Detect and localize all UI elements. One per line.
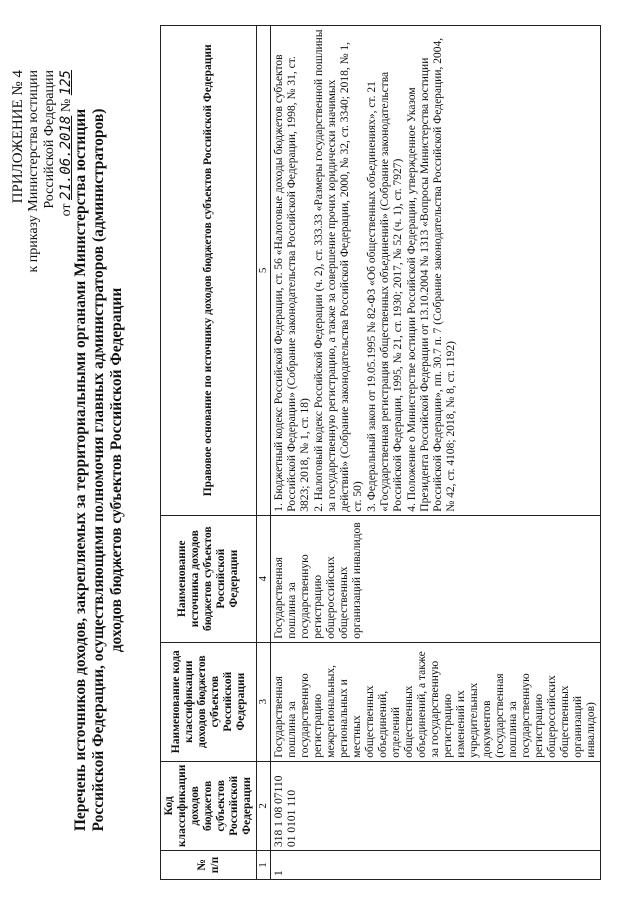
header-code: Код классификации доходов бюджетов субъектов Российской Федерации [161, 761, 257, 850]
column-number: 3 [257, 642, 271, 761]
column-number: 2 [257, 761, 271, 850]
table-header-row [161, 26, 257, 880]
order-number: 125 [58, 70, 74, 96]
row-legal-basis [271, 26, 601, 516]
legal-item: 1. Бюджетный кодекс Российской Федерации, ст. 56 «Налоговые доходы бюджетов субъектов Российской Федерации» (Собрание законодательства Российской Федерации, 1998, № 31, ст. 3823; 2018, № 1, ст. 18) [273, 54, 311, 512]
appendix-title: ПРИЛОЖЕНИЕ № 4 [10, 70, 26, 204]
header-num: № п/п [161, 851, 257, 880]
order-date: 21.06.2018 [58, 115, 74, 200]
appendix-block [10, 70, 75, 330]
row-code-name: Государственная пошлина за государственную регистрацию межрегиональных, региональных и местных общественных объединений, отделений общественных объединений, а также за государственную регистрацию изменений их учредительных документов (государственная пошлина за государственную регистрацию общероссийских общественных организаций инвалидов) [271, 642, 601, 761]
column-number: 5 [257, 26, 271, 516]
legal-item: 4. Положение о Министерстве юстиции Российской Федерации, утвержденное Указом Президента Российской Федерации от 13.10.2004 № 1313 «Вопросы Министерства юстиции Российской Федерации», пп. 30.7 п. 7 (Собрание законодательства Российской Федерации, 2004, № 42, ст. 4108; 2018, № 8, ст. 1192) [406, 37, 457, 512]
sources-table [160, 25, 601, 880]
document-title: Перечень источников доходов, закрепляемых за территориальными органами Министерства юстиции Российской Федерации, осуществляющими полномочия главных администраторов (администраторов) доходов бюджетов субъектов Российской Федерации [72, 108, 125, 832]
column-number: 4 [257, 515, 271, 642]
legal-item: 2. Налоговый кодекс Российской Федерации (ч. 2), ст. 333.33 «Размеры государственной пошлины за государственную регистрацию, а также за совершение прочих юридически значимых действий» (Собрание законодательства Российской Федерации, 2000, № 32, ст. 3340; 2018, № 1, ст. 50) [313, 29, 364, 512]
number-label: № [59, 98, 74, 113]
column-number: 1 [257, 851, 271, 880]
row-source-name: Государственная пошлина за государственную регистрацию общероссийских общественных организаций инвалидов [271, 515, 601, 642]
row-code: 318 1 08 07110 01 0101 110 [271, 761, 601, 850]
column-number-row [257, 26, 271, 880]
appendix-line-1: к приказу Министерства юстиции [26, 70, 41, 273]
legal-item: 3. Федеральный закон от 19.05.1995 № 82-ФЗ «Об общественных объединениях», ст. 21 «Государственная регистрация общественных объединений» (Собрание законодательства Российской Федерации, 1995, № 21, ст. 1930; 2017, № 52 (ч. 1), ст. 7927) [366, 71, 404, 512]
appendix-line-2: Российской Федерации [42, 70, 57, 209]
from-label: от [59, 203, 74, 217]
row-num: 1 [271, 851, 601, 880]
header-source-name: Наименование источника доходов бюджетов субъектов Российской Федерации [161, 515, 257, 642]
table-row [271, 26, 601, 880]
header-code-name: Наименование кода классификации доходов бюджетов субъектов Российской Федерации [161, 642, 257, 761]
header-legal-basis: Правовое основание по источнику доходов бюджетов субъектов Российской Федерации [161, 26, 257, 516]
